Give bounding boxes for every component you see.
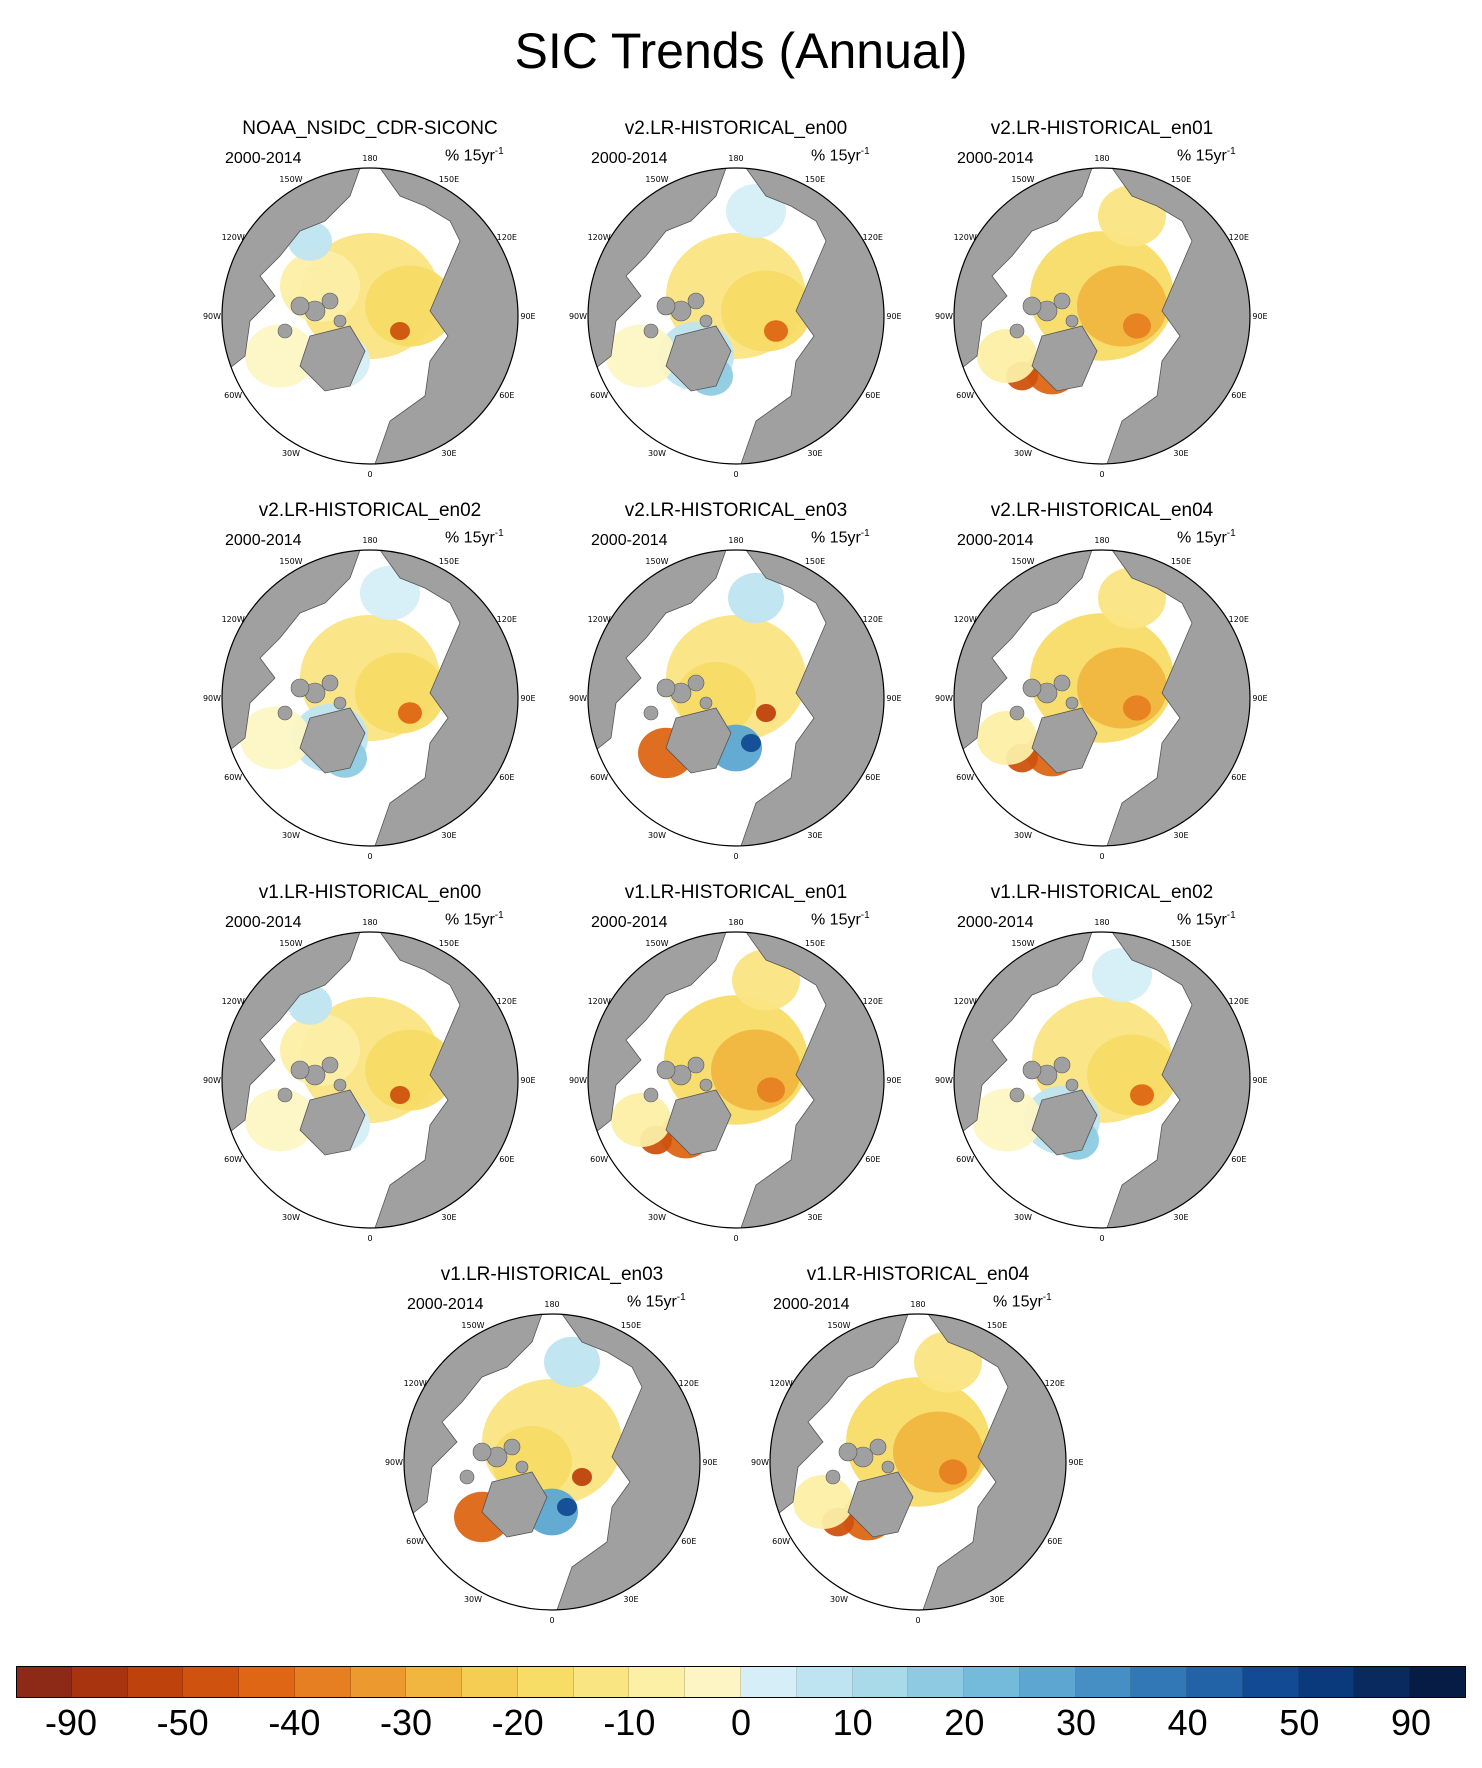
- longitude-label: 60E: [1231, 391, 1247, 400]
- longitude-label: 0: [733, 470, 739, 479]
- longitude-label: 120W: [221, 615, 245, 624]
- longitude-label: 60W: [956, 391, 975, 400]
- longitude-label: 60E: [1231, 1155, 1247, 1164]
- longitude-label: 60E: [499, 391, 515, 400]
- colorbar-label: -30: [379, 1702, 433, 1743]
- map-panel: [202, 118, 565, 488]
- longitude-label: 0: [733, 852, 739, 861]
- longitude-label: 120E: [496, 615, 517, 624]
- longitude-label: 90W: [934, 1076, 954, 1085]
- longitude-label: 30W: [1013, 448, 1033, 458]
- panel-period: 2000-2014: [225, 150, 302, 167]
- longitude-label: 150E: [1170, 557, 1192, 567]
- panel-units: % $15yr^{-1}$: [811, 146, 870, 165]
- map-panel: [568, 118, 931, 488]
- longitude-label: 90W: [934, 694, 954, 703]
- longitude-label: 120W: [221, 997, 245, 1006]
- longitude-label: 60E: [499, 1155, 515, 1164]
- panel-title: v1.LR-HISTORICAL_en01: [624, 882, 848, 903]
- longitude-label: 120W: [953, 997, 977, 1006]
- longitude-label: 30E: [1173, 448, 1189, 458]
- longitude-label: 60E: [1047, 1537, 1063, 1546]
- panel-units: % $15yr^{-1}$: [445, 528, 504, 547]
- panel-title: v2.LR-HISTORICAL_en01: [990, 118, 1214, 139]
- longitude-label: 120E: [862, 615, 883, 624]
- panel-period: 2000-2014: [591, 914, 668, 931]
- panel-period: 2000-2014: [773, 1296, 850, 1313]
- longitude-label: 30W: [281, 830, 301, 840]
- panel-period: 2000-2014: [957, 532, 1034, 549]
- panel-title: v1.LR-HISTORICAL_en00: [258, 882, 482, 903]
- longitude-label: 30W: [281, 448, 301, 458]
- colorbar-label: 50: [1279, 1702, 1320, 1743]
- longitude-label: 180: [362, 918, 378, 927]
- panel-period: 2000-2014: [591, 532, 668, 549]
- longitude-label: 60E: [499, 773, 515, 782]
- polar-map: [568, 118, 911, 488]
- longitude-label: 180: [1094, 536, 1110, 545]
- longitude-label: 60W: [956, 773, 975, 782]
- longitude-label: 90E: [520, 694, 536, 703]
- longitude-label: 90E: [702, 1458, 718, 1467]
- longitude-label: 150W: [1011, 557, 1035, 567]
- longitude-label: 150E: [620, 1321, 642, 1331]
- longitude-label: 150E: [438, 175, 460, 185]
- longitude-label: 60W: [406, 1537, 425, 1546]
- colorbar: [16, 1666, 1466, 1698]
- polar-map: [384, 1264, 727, 1634]
- colorbar-label: 90: [1390, 1702, 1432, 1743]
- colorbar-label: -10: [603, 1702, 656, 1743]
- map-panel: [202, 882, 565, 1252]
- longitude-label: 0: [915, 1616, 921, 1625]
- panel-title: v2.LR-HISTORICAL_en02: [258, 500, 482, 521]
- longitude-label: 120E: [1228, 615, 1249, 624]
- longitude-label: 90E: [886, 1076, 902, 1085]
- longitude-label: 0: [549, 1616, 555, 1625]
- longitude-label: 60W: [772, 1537, 791, 1546]
- longitude-label: 0: [1099, 852, 1105, 861]
- panel-period: 2000-2014: [225, 914, 302, 931]
- longitude-label: 60E: [1231, 773, 1247, 782]
- map-panel: [568, 882, 931, 1252]
- longitude-label: 30E: [441, 830, 457, 840]
- longitude-label: 150W: [645, 175, 669, 185]
- longitude-label: 60W: [590, 773, 609, 782]
- longitude-label: 30E: [1173, 830, 1189, 840]
- longitude-label: 150E: [986, 1321, 1008, 1331]
- longitude-label: 120E: [1228, 997, 1249, 1006]
- longitude-label: 120W: [587, 233, 611, 242]
- longitude-label: 30W: [1013, 830, 1033, 840]
- panel-title: NOAA_NSIDC_CDR-SICONC: [242, 118, 498, 139]
- longitude-label: 150W: [645, 557, 669, 567]
- panel-title: v2.LR-HISTORICAL_en03: [624, 500, 848, 521]
- panel-units: % $15yr^{-1}$: [1177, 528, 1236, 547]
- longitude-label: 90W: [202, 312, 222, 321]
- longitude-label: 120W: [769, 1379, 793, 1388]
- longitude-label: 90W: [568, 694, 588, 703]
- panel-units: % $15yr^{-1}$: [811, 528, 870, 547]
- longitude-label: 90E: [520, 312, 536, 321]
- longitude-label: 90E: [1068, 1458, 1084, 1467]
- longitude-label: 90E: [1252, 694, 1268, 703]
- longitude-label: 180: [1094, 154, 1110, 163]
- colorbar-label: 0: [730, 1702, 752, 1743]
- colorbar-label: 10: [832, 1702, 873, 1743]
- panel-title: v1.LR-HISTORICAL_en02: [990, 882, 1214, 903]
- panel-units: % $15yr^{-1}$: [811, 910, 870, 929]
- polar-map: [202, 500, 545, 870]
- longitude-label: 90E: [886, 694, 902, 703]
- figure-title: SIC Trends (Annual): [514, 23, 968, 79]
- colorbar-label: 30: [1055, 1702, 1097, 1743]
- panel-period: 2000-2014: [591, 150, 668, 167]
- longitude-label: 90W: [568, 1076, 588, 1085]
- longitude-label: 60E: [865, 391, 881, 400]
- longitude-label: 0: [367, 852, 373, 861]
- polar-map: [202, 882, 545, 1252]
- polar-map: [934, 882, 1277, 1252]
- longitude-label: 90E: [520, 1076, 536, 1085]
- longitude-label: 0: [367, 1234, 373, 1243]
- colorbar-label: 20: [944, 1702, 985, 1743]
- colorbar-frame: [16, 1666, 1466, 1698]
- longitude-label: 120E: [862, 997, 883, 1006]
- longitude-label: 120W: [953, 233, 977, 242]
- longitude-label: 90E: [886, 312, 902, 321]
- longitude-label: 120E: [1228, 233, 1249, 242]
- longitude-label: 120W: [221, 233, 245, 242]
- panel-title: v2.LR-HISTORICAL_en04: [990, 500, 1214, 521]
- longitude-label: 150E: [804, 175, 826, 185]
- panel-title: v2.LR-HISTORICAL_en00: [624, 118, 848, 139]
- longitude-label: 60W: [590, 1155, 609, 1164]
- panel-units: % $15yr^{-1}$: [1177, 910, 1236, 929]
- longitude-label: 180: [1094, 918, 1110, 927]
- longitude-label: 90W: [934, 312, 954, 321]
- longitude-label: 150W: [1011, 175, 1035, 185]
- longitude-label: 120E: [862, 233, 883, 242]
- panel-units: % $15yr^{-1}$: [627, 1292, 686, 1311]
- longitude-label: 60E: [865, 1155, 881, 1164]
- longitude-label: 150W: [645, 939, 669, 949]
- longitude-label: 150W: [279, 175, 303, 185]
- map-panel: [384, 1264, 747, 1634]
- longitude-label: 30W: [647, 1212, 667, 1222]
- longitude-label: 180: [362, 536, 378, 545]
- longitude-label: 60W: [590, 391, 609, 400]
- colorbar-label: -40: [268, 1702, 321, 1743]
- longitude-label: 30E: [989, 1594, 1005, 1604]
- longitude-label: 30E: [1173, 1212, 1189, 1222]
- panel-units: % $15yr^{-1}$: [445, 146, 504, 165]
- longitude-label: 30E: [441, 448, 457, 458]
- longitude-label: 60W: [224, 773, 243, 782]
- longitude-label: 180: [910, 1300, 926, 1309]
- longitude-label: 120E: [496, 233, 517, 242]
- longitude-label: 120W: [403, 1379, 427, 1388]
- longitude-label: 30E: [623, 1594, 639, 1604]
- map-panel: [202, 500, 565, 870]
- longitude-label: 150E: [438, 939, 460, 949]
- longitude-label: 30E: [807, 830, 823, 840]
- longitude-label: 0: [1099, 470, 1105, 479]
- longitude-label: 90E: [1252, 1076, 1268, 1085]
- longitude-label: 150W: [279, 939, 303, 949]
- panel-period: 2000-2014: [225, 532, 302, 549]
- map-panel: [934, 118, 1297, 488]
- polar-map: [568, 500, 911, 870]
- longitude-label: 30W: [463, 1594, 483, 1604]
- longitude-label: 150E: [1170, 175, 1192, 185]
- longitude-label: 0: [367, 470, 373, 479]
- longitude-label: 120E: [1044, 1379, 1065, 1388]
- longitude-label: 90W: [384, 1458, 404, 1467]
- longitude-label: 90E: [1252, 312, 1268, 321]
- panel-title: v1.LR-HISTORICAL_en03: [440, 1264, 664, 1285]
- panel-period: 2000-2014: [957, 914, 1034, 931]
- longitude-label: 120W: [953, 615, 977, 624]
- polar-map: [202, 118, 545, 488]
- longitude-label: 60W: [956, 1155, 975, 1164]
- longitude-label: 120W: [587, 997, 611, 1006]
- longitude-label: 90W: [202, 1076, 222, 1085]
- longitude-label: 60W: [224, 391, 243, 400]
- longitude-label: 120W: [587, 615, 611, 624]
- longitude-label: 120E: [496, 997, 517, 1006]
- longitude-label: 180: [728, 918, 744, 927]
- longitude-label: 150E: [804, 557, 826, 567]
- panel-units: % $15yr^{-1}$: [1177, 146, 1236, 165]
- longitude-label: 30E: [807, 1212, 823, 1222]
- longitude-label: 60E: [681, 1537, 697, 1546]
- longitude-label: 30W: [281, 1212, 301, 1222]
- polar-map: [568, 882, 911, 1252]
- map-panel: [934, 882, 1297, 1252]
- longitude-label: 90W: [202, 694, 222, 703]
- longitude-label: 90W: [568, 312, 588, 321]
- longitude-label: 150E: [438, 557, 460, 567]
- panel-title: v1.LR-HISTORICAL_en04: [806, 1264, 1030, 1285]
- colorbar-label: 40: [1167, 1702, 1208, 1743]
- longitude-label: 30W: [829, 1594, 849, 1604]
- longitude-label: 150W: [461, 1321, 485, 1331]
- longitude-label: 0: [733, 1234, 739, 1243]
- longitude-label: 30W: [647, 448, 667, 458]
- polar-map: [934, 118, 1277, 488]
- longitude-label: 30E: [441, 1212, 457, 1222]
- map-panel: [750, 1264, 1113, 1634]
- longitude-label: 180: [544, 1300, 560, 1309]
- map-panel: [934, 500, 1297, 870]
- longitude-label: 0: [1099, 1234, 1105, 1243]
- longitude-label: 60E: [865, 773, 881, 782]
- panel-units: % $15yr^{-1}$: [445, 910, 504, 929]
- longitude-label: 30W: [1013, 1212, 1033, 1222]
- longitude-label: 90W: [750, 1458, 770, 1467]
- colorbar-label: -90: [44, 1702, 98, 1743]
- longitude-label: 30E: [807, 448, 823, 458]
- panel-period: 2000-2014: [407, 1296, 484, 1313]
- map-panel: [568, 500, 931, 870]
- polar-map: [934, 500, 1277, 870]
- colorbar-labels: [16, 1702, 1466, 1752]
- longitude-label: 180: [728, 154, 744, 163]
- longitude-label: 60W: [224, 1155, 243, 1164]
- longitude-label: 150W: [1011, 939, 1035, 949]
- polar-map: [750, 1264, 1093, 1634]
- longitude-label: 150W: [827, 1321, 851, 1331]
- longitude-label: 150W: [279, 557, 303, 567]
- longitude-label: 180: [728, 536, 744, 545]
- panel-units: % $15yr^{-1}$: [993, 1292, 1052, 1311]
- longitude-label: 180: [362, 154, 378, 163]
- longitude-label: 30W: [647, 830, 667, 840]
- colorbar-label: -50: [156, 1702, 209, 1743]
- colorbar-label: -20: [491, 1702, 544, 1743]
- longitude-label: 150E: [1170, 939, 1192, 949]
- longitude-label: 120E: [678, 1379, 699, 1388]
- panel-period: 2000-2014: [957, 150, 1034, 167]
- longitude-label: 150E: [804, 939, 826, 949]
